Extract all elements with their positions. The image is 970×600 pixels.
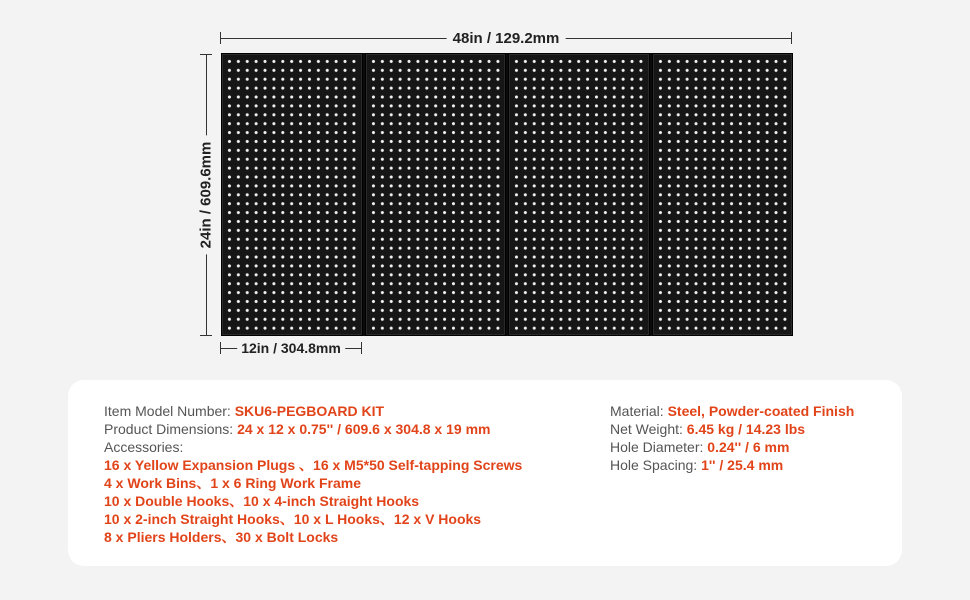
net-weight-value: 6.45 kg / 14.23 lbs [686, 421, 806, 437]
accessory-line: 10 x Double Hooks、10 x 4-inch Straight Hooks [104, 493, 420, 509]
width-dimension-label: 48in / 129.2mm [447, 30, 566, 47]
panel-width-dimension-tick-left [220, 342, 221, 354]
width-dimension-tick-right [791, 32, 792, 44]
hole-diameter-row [610, 438, 890, 456]
hole-diameter-value: 0.24'' / 6 mm [707, 439, 790, 455]
specs-card [68, 380, 902, 566]
hole-spacing-label: Hole Spacing: [610, 457, 698, 473]
hole-spacing-value: 1'' / 25.4 mm [701, 457, 784, 473]
material-label: Material: [610, 403, 664, 419]
product-dimensions-value: 24 x 12 x 0.75'' / 609.6 x 304.8 x 19 mm [237, 421, 491, 437]
specs-right-column [610, 402, 890, 474]
panel-width-dimension-label: 12in / 304.8mm [237, 340, 345, 356]
material-row [610, 402, 890, 420]
panel-width-dimension-tick-right [361, 342, 362, 354]
width-dimension-tick-left [220, 32, 221, 44]
accessory-line: 4 x Work Bins、1 x 6 Ring Work Frame [104, 475, 362, 491]
height-dimension-tick-top [200, 54, 212, 55]
pegboard-image [221, 53, 793, 336]
specs-left-column [104, 402, 574, 546]
hole-diameter-label: Hole Diameter: [610, 439, 704, 455]
model-number-label: Item Model Number: [104, 403, 231, 419]
model-number-row [104, 402, 574, 420]
height-dimension-label: 24in / 609.6mm [198, 136, 215, 255]
panel-width-dimension [220, 340, 362, 356]
model-number-value: SKU6-PEGBOARD KIT [234, 403, 385, 419]
accessories-label: Accessories: [104, 439, 184, 455]
product-dimensions-label: Product Dimensions: [104, 421, 234, 437]
pegboard-panel [365, 53, 507, 336]
net-weight-label: Net Weight: [610, 421, 683, 437]
height-dimension-tick-bottom [200, 335, 212, 336]
height-dimension [198, 54, 214, 336]
width-dimension [220, 30, 792, 46]
accessory-line: 8 x Pliers Holders、30 x Bolt Locks [104, 529, 339, 545]
accessories-row [104, 438, 574, 456]
material-value: Steel, Powder-coated Finish [667, 403, 855, 419]
net-weight-row [610, 420, 890, 438]
product-dimensions-row [104, 420, 574, 438]
pegboard-panel [221, 53, 363, 336]
accessory-line: 10 x 2-inch Straight Hooks、10 x L Hooks、12 x V Hooks [104, 511, 482, 527]
pegboard-panel [508, 53, 650, 336]
accessory-line: 16 x Yellow Expansion Plugs 、16 x M5*50 Self-tapping Screws [104, 457, 523, 473]
hole-spacing-row [610, 456, 890, 474]
pegboard-panel [652, 53, 794, 336]
